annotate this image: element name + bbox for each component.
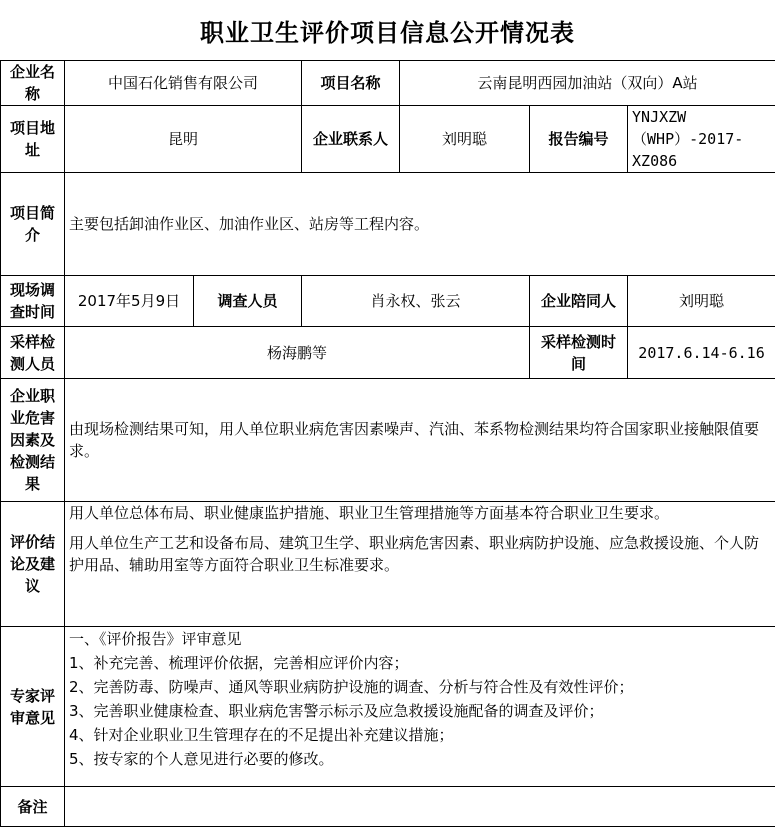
survey-time-value: 2017年5月9日: [65, 276, 194, 327]
surveyors-label: 调查人员: [194, 276, 302, 327]
project-intro-label: 项目简介: [1, 173, 65, 276]
form-title: 职业卫生评价项目信息公开情况表: [0, 0, 775, 60]
row-company: [1, 61, 775, 106]
expert-opinion-line: 2、完善防毒、防噪声、通风等职业病防护设施的调查、分析与符合性及有效性评价；: [69, 675, 771, 699]
row-intro: [1, 173, 775, 276]
sampling-staff-value: 杨海鹏等: [65, 327, 530, 379]
expert-opinion-label: 专家评审意见: [1, 627, 65, 787]
evaluation-paragraph: 用人单位总体布局、职业健康监护措施、职业卫生管理措施等方面基本符合职业卫生要求。: [69, 502, 771, 524]
row-sampling: [1, 327, 775, 379]
row-expert: [1, 627, 775, 787]
sampling-time-label: 采样检测时间: [530, 327, 628, 379]
expert-opinion-line: 5、按专家的个人意见进行必要的修改。: [69, 747, 771, 771]
evaluation-paragraph: 用人单位生产工艺和设备布局、建筑卫生学、职业病危害因素、职业病防护设施、应急救援设施、个人防护用品、辅助用室等方面符合职业卫生标准要求。: [69, 532, 771, 576]
contact-value: 刘明聪: [400, 106, 530, 173]
company-escort-value: 刘明聪: [628, 276, 775, 327]
expert-opinion-line: 一、《评价报告》评审意见: [69, 627, 771, 651]
expert-opinion-line: 4、针对企业职业卫生管理存在的不足提出补充建议措施；: [69, 723, 771, 747]
project-name-label: 项目名称: [302, 61, 400, 106]
survey-time-label: 现场调查时间: [1, 276, 65, 327]
contact-label: 企业联系人: [302, 106, 400, 173]
hazard-results-value: 由现场检测结果可知，用人单位职业病危害因素噪声、汽油、苯系物检测结果均符合国家职业接触限值要求。: [65, 379, 775, 502]
company-name-label: 企业名称: [1, 61, 65, 106]
sampling-staff-label: 采样检测人员: [1, 327, 65, 379]
surveyors-value: 肖永权、张云: [302, 276, 530, 327]
row-location: [1, 106, 775, 173]
project-location-value: 昆明: [65, 106, 302, 173]
remarks-label: 备注: [1, 787, 65, 827]
report-no-label: 报告编号: [530, 106, 628, 173]
row-survey: [1, 276, 775, 327]
project-intro-value: 主要包括卸油作业区、加油作业区、站房等工程内容。: [65, 173, 775, 276]
expert-opinion-line: 1、补充完善、梳理评价依据，完善相应评价内容；: [69, 651, 771, 675]
project-location-label: 项目地址: [1, 106, 65, 173]
row-evaluation: [1, 502, 775, 627]
company-escort-label: 企业陪同人: [530, 276, 628, 327]
expert-opinion-value: [65, 627, 775, 787]
row-hazards: [1, 379, 775, 502]
project-name-value: 云南昆明西园加油站（双向）A站: [400, 61, 775, 106]
expert-opinion-line: 3、完善职业健康检查、职业病危害警示标示及应急救援设施配备的调查及评价；: [69, 699, 771, 723]
company-name-value: 中国石化销售有限公司: [65, 61, 302, 106]
info-table: [0, 60, 775, 827]
hazard-results-label: 企业职业危害因素及检测结果: [1, 379, 65, 502]
report-no-value: YNJXZW（WHP）-2017-XZ086: [628, 106, 775, 173]
sampling-time-value: 2017.6.14-6.16: [628, 327, 775, 379]
evaluation-label: 评价结论及建议: [1, 502, 65, 627]
evaluation-value: [65, 502, 775, 627]
